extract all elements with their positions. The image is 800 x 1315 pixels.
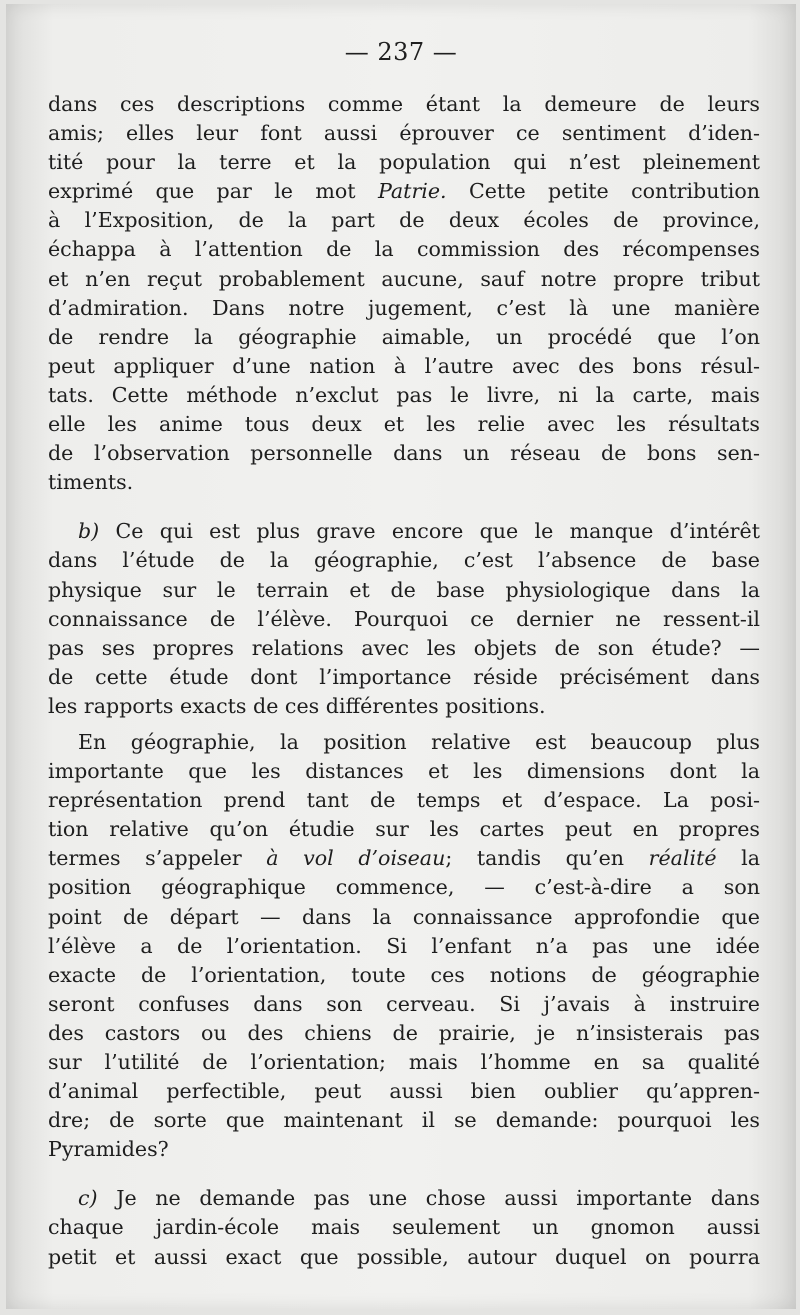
- text-line: chaque jardin-école mais seulement un gnomon aussi: [48, 1215, 760, 1240]
- text-line: dans l’étude de la géographie, c’est l’absence de base: [48, 548, 760, 573]
- paragraph-2: [48, 517, 760, 721]
- book-page: [6, 4, 796, 1309]
- text-line: de cette étude dont l’importance réside précisément dans: [48, 664, 760, 689]
- text-line: tion relative qu’on étudie sur les cartes peut en propres: [48, 817, 760, 842]
- text-line: point de départ — dans la connaissance approfondie que: [48, 904, 760, 929]
- paragraph-spacer: [48, 721, 760, 728]
- text-line: peut appliquer d’une nation à l’autre avec des bons résul-: [48, 353, 760, 378]
- text-line: c) Je ne demande pas une chose aussi importante dans: [78, 1186, 760, 1211]
- text-line: dans ces descriptions comme étant la demeure de leurs: [48, 92, 760, 116]
- paragraph-1: [48, 90, 760, 497]
- text-line: de l’observation personnelle dans un réseau de bons sen-: [48, 441, 760, 466]
- text-line: échappa à l’attention de la commission des récompenses: [48, 237, 760, 262]
- text-line: Pyramides?: [48, 1137, 169, 1162]
- emphasized-text: à vol d’oiseau: [266, 846, 446, 871]
- text-line: les rapports exacts de ces différentes positions.: [48, 693, 546, 718]
- text-line: petit et aussi exact que possible, autour duquel on pourra: [48, 1244, 760, 1269]
- text-line: position géographique commence, — c’est-à-dire a son: [48, 875, 760, 900]
- emphasized-text: b): [78, 519, 100, 544]
- text-line: tats. Cette méthode n’exclut pas le livre, ni la carte, mais: [48, 382, 760, 407]
- text-line: de rendre la géographie aimable, un procédé que l’on: [48, 324, 760, 349]
- text-line: timents.: [48, 470, 134, 495]
- text-line: d’animal perfectible, peut aussi bien oublier qu’appren-: [48, 1079, 760, 1104]
- text-line: connaissance de l’élève. Pourquoi ce dernier ne ressent-il: [48, 606, 760, 631]
- text-line: importante que les distances et les dimensions dont la: [48, 759, 760, 784]
- text-line: dre; de sorte que maintenant il se demande: pourquoi les: [48, 1108, 760, 1133]
- text-line: En géographie, la position relative est beaucoup plus: [78, 729, 760, 754]
- text-line: d’admiration. Dans notre jugement, c’est là une manière: [48, 295, 760, 320]
- text-line: exacte de l’orientation, toute ces notions de géographie: [48, 962, 760, 987]
- text-line: tité pour la terre et la population qui n’est pleinement: [48, 150, 760, 175]
- text-line: sur l’utilité de l’orientation; mais l’homme en sa qualité: [48, 1050, 760, 1074]
- page-number: — 237 —: [344, 38, 458, 66]
- text-line: b) Ce qui est plus grave encore que le manque d’intérêt: [78, 519, 760, 544]
- text-line: des castors ou des chiens de prairie, je n’insisterais pas: [48, 1020, 760, 1045]
- emphasized-text: c): [78, 1186, 98, 1211]
- paragraph-3: [48, 728, 760, 1164]
- text-line: elle les anime tous deux et les relie avec les résultats: [48, 412, 760, 437]
- text-line: physique sur le terrain et de base physiologique dans la: [48, 577, 760, 602]
- text-line: à l’Exposition, de la part de deux écoles de province,: [48, 208, 760, 233]
- text-line: et n’en reçut probablement aucune, sauf notre propre tribut: [48, 266, 760, 291]
- text-line: pas ses propres relations avec les objets de son étude? —: [48, 635, 760, 660]
- text-line: amis; elles leur font aussi éprouver ce sentiment d’iden-: [48, 121, 760, 146]
- emphasized-text: Patrie.: [377, 179, 447, 204]
- paragraph-spacer: [48, 497, 760, 517]
- text-line: l’élève a de l’orientation. Si l’enfant n’a pas une idée: [48, 933, 760, 958]
- text-line: termes s’appeler à vol d’oiseau; tandis qu’en réalité la: [48, 846, 760, 871]
- text-line: exprimé que par le mot Patrie. Cette petite contribution: [48, 179, 760, 204]
- text-line: représentation prend tant de temps et d’espace. La posi-: [48, 788, 760, 813]
- text-line: seront confuses dans son cerveau. Si j’avais à instruire: [48, 991, 760, 1016]
- paragraph-spacer: [48, 1164, 760, 1184]
- page-body: [48, 90, 760, 1272]
- paragraph-4: [48, 1184, 760, 1271]
- emphasized-text: réalité: [648, 846, 717, 871]
